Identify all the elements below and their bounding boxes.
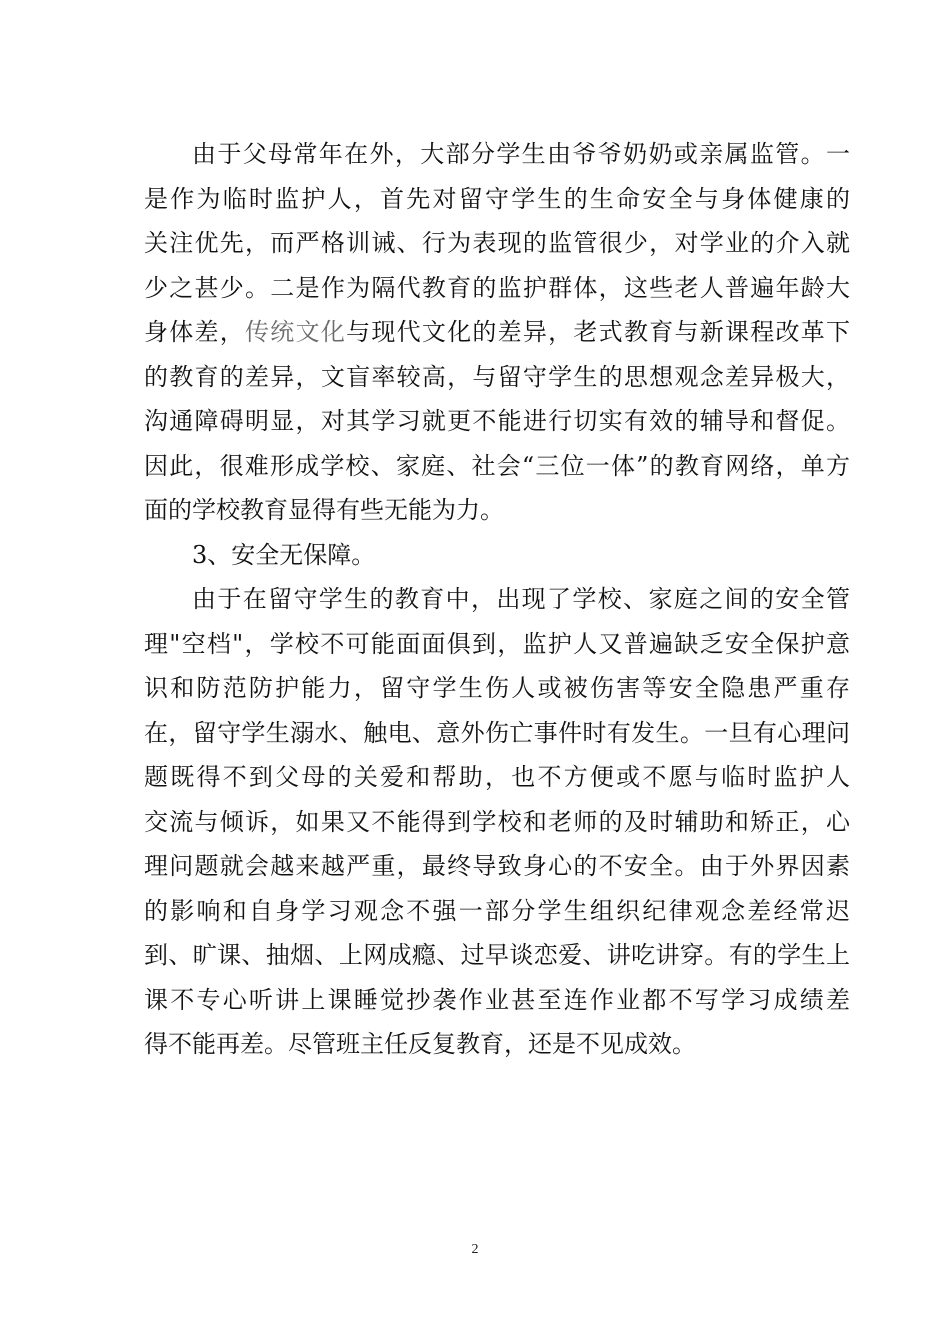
traditional-culture-link[interactable]: 传统文化 [245,318,347,346]
section-heading-safety: 3、安全无保障。 [192,540,376,569]
text-line: 理"空档"，学校不可能面面俱到，监护人又普遍缺乏安全保护意 [144,629,850,658]
paragraph-guardianship [144,132,850,533]
text-line: 少之甚少。二是作为隔代教育的监护群体，这些老人普遍年龄大 [144,273,850,302]
text-line: 关注优先，而严格训诫、行为表现的监管很少，对学业的介入就 [144,229,850,257]
text-line: 面的学校教育显得有些无能为力。 [144,496,504,524]
document-body [144,132,850,1067]
text-line: 由于在留守学生的教育中，出现了学校、家庭之间的安全管 [192,585,850,613]
text-line: 在，留守学生溺水、触电、意外伤亡事件时有发生。一旦有心理问 [144,718,850,747]
page-number: 2 [471,1242,479,1257]
text-line: 识和防范防护能力，留守学生伤人或被伤害等安全隐患严重存 [144,674,850,702]
text-line: 因此，很难形成学校、家庭、社会“三位一体”的教育网络，单方 [144,451,850,480]
text-fragment: 与现代文化的差异，老式教育与新课程改革下 [346,318,851,346]
text-line: 理问题就会越来越严重，最终导致身心的不安全。由于外界因素 [144,852,850,880]
text-line [144,310,850,355]
text-line: 沟通障碍明显，对其学习就更不能进行切实有效的辅导和督促。 [144,407,850,435]
paragraph-safety [144,577,850,1067]
text-line: 题既得不到父母的关爱和帮助，也不方便或不愿与临时监护人 [144,763,850,791]
text-line: 的影响和自身学习观念不强一部分学生组织纪律观念差经常迟 [144,896,850,925]
text-line: 得不能再差。尽管班主任反复教育，还是不见成效。 [144,1030,696,1058]
text-line: 的教育的差异，文盲率较高，与留守学生的思想观念差异极大， [144,362,850,391]
text-line: 到、旷课、抽烟、上网成瘾、过早谈恋爱、讲吃讲穿。有的学生上 [144,941,850,969]
text-line: 由于父母常年在外，大部分学生由爷爷奶奶或亲属监管。一 [192,140,850,168]
text-line: 交流与倾诉，如果又不能得到学校和老师的及时辅助和矫正，心 [144,807,850,836]
text-line: 课不专心听讲上课睡觉抄袭作业甚至连作业都不写学习成绩差 [144,985,850,1014]
text-fragment: 身体差， [144,318,246,346]
text-line: 是作为临时监护人，首先对留守学生的生命安全与身体健康的 [144,184,850,213]
